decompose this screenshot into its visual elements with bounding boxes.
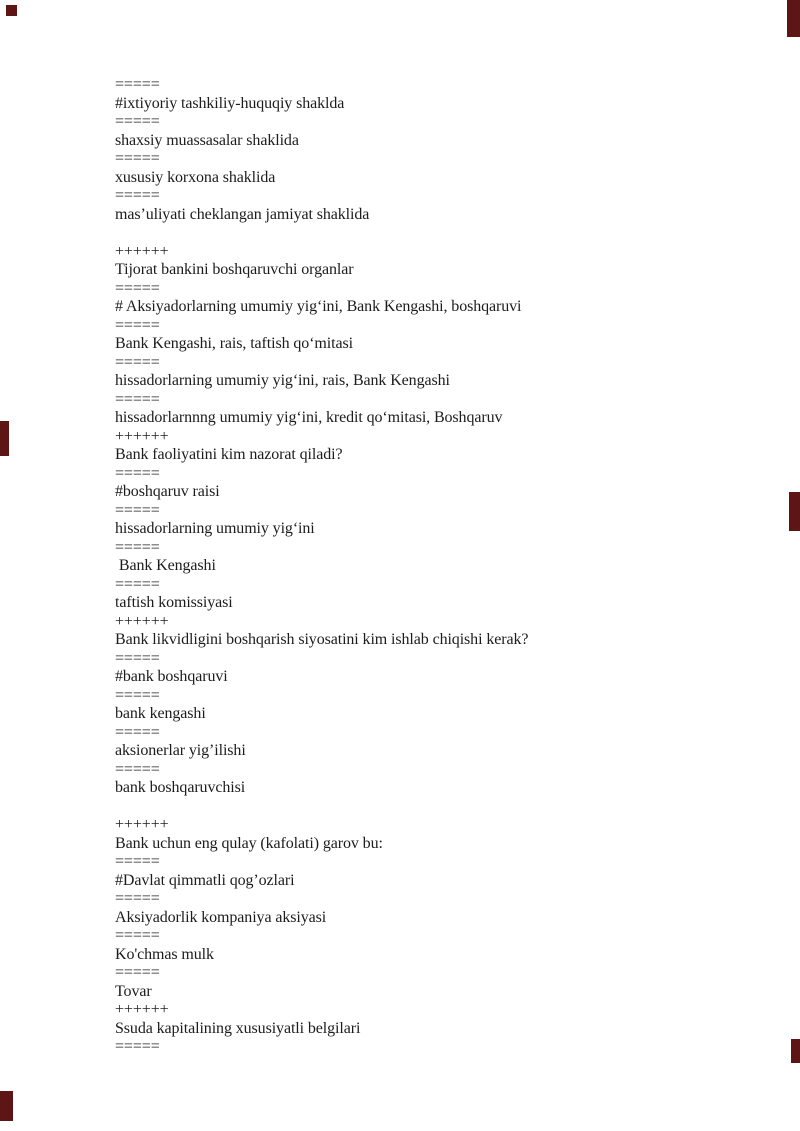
text-line: Tijorat bankini boshqaruvchi organlar	[115, 261, 354, 278]
text-line: hissadorlarnnng umumiy yig‘ini, kredit qo‘mitasi, Boshqaruv	[115, 409, 503, 426]
question-separator: ++++++	[115, 612, 169, 630]
quiz-document-text	[115, 76, 715, 1057]
text-line: Ssuda kapitalining xususiyatli belgilari	[115, 1019, 361, 1037]
answer-separator: =====	[115, 686, 160, 704]
question-separator: ++++++	[115, 816, 169, 833]
scan-artifact-left-mid	[0, 421, 9, 456]
answer-separator: =====	[115, 890, 160, 907]
answer-separator: =====	[115, 76, 160, 93]
text-line: #Davlat qimmatli qog’ozlari	[115, 871, 295, 889]
scan-artifact-right-lower	[791, 1039, 800, 1063]
scan-artifact-top-right	[787, 0, 800, 37]
text-line: hissadorlarning umumiy yig‘ini, rais, Bank Kengashi	[115, 372, 450, 389]
answer-separator: =====	[115, 113, 160, 130]
answer-separator: =====	[115, 853, 160, 870]
text-line: # Aksiyadorlarning umumiy yig‘ini, Bank Kengashi, boshqaruvi	[115, 298, 522, 315]
text-line: #ixtiyoriy tashkiliy-huquqiy shaklda	[115, 94, 345, 112]
scan-artifact-bottom-left	[0, 1091, 13, 1121]
answer-separator: =====	[115, 187, 160, 204]
answer-separator: =====	[115, 464, 160, 482]
answer-separator: =====	[115, 760, 160, 778]
answer-separator: =====	[115, 316, 160, 334]
answer-separator: =====	[115, 649, 160, 667]
text-line: aksionerlar yig’ilishi	[115, 742, 246, 759]
text-line: shaxsiy muassasalar shaklida	[115, 131, 299, 149]
text-line: taftish komissiyasi	[115, 594, 233, 611]
text-line: Bank Kengashi	[115, 557, 216, 574]
text-line: #bank boshqaruvi	[115, 668, 228, 685]
answer-separator: =====	[115, 390, 160, 408]
text-line: bank boshqaruvchisi	[115, 779, 246, 796]
blank-line	[115, 798, 715, 817]
text-line: Aksiyadorlik kompaniya aksiyasi	[115, 908, 327, 926]
text-line: bank kengashi	[115, 705, 206, 722]
scan-artifact-right-mid	[789, 492, 800, 531]
answer-separator: =====	[115, 927, 160, 944]
text-line: Ko'chmas mulk	[115, 945, 214, 963]
question-separator: ++++++	[115, 1001, 169, 1018]
text-line: hissadorlarning umumiy yig‘ini	[115, 520, 315, 537]
answer-separator: =====	[115, 964, 160, 981]
scan-artifact-top-left	[6, 5, 17, 16]
text-line: Tovar	[115, 982, 152, 1000]
question-separator: ++++++	[115, 427, 169, 445]
answer-separator: =====	[115, 723, 160, 741]
text-line: Bank likvidligini boshqarish siyosatini kim ishlab chiqishi kerak?	[115, 631, 529, 648]
text-line: Bank Kengashi, rais, taftish qo‘mitasi	[115, 335, 353, 352]
blank-line	[115, 224, 715, 243]
text-line: #boshqaruv raisi	[115, 483, 220, 500]
answer-separator: =====	[115, 150, 160, 167]
text-line: mas’uliyati cheklangan jamiyat shaklida	[115, 205, 370, 223]
question-separator: ++++++	[115, 242, 169, 260]
text-line: Bank uchun eng qulay (kafolati) garov bu:	[115, 834, 383, 852]
answer-separator: =====	[115, 353, 160, 371]
text-line: Bank faoliyatini kim nazorat qiladi?	[115, 446, 343, 463]
answer-separator: =====	[115, 279, 160, 297]
text-line: xususiy korxona shaklida	[115, 168, 276, 186]
answer-separator: =====	[115, 575, 160, 593]
answer-separator: =====	[115, 538, 160, 556]
answer-separator: =====	[115, 1038, 160, 1055]
answer-separator: =====	[115, 501, 160, 519]
